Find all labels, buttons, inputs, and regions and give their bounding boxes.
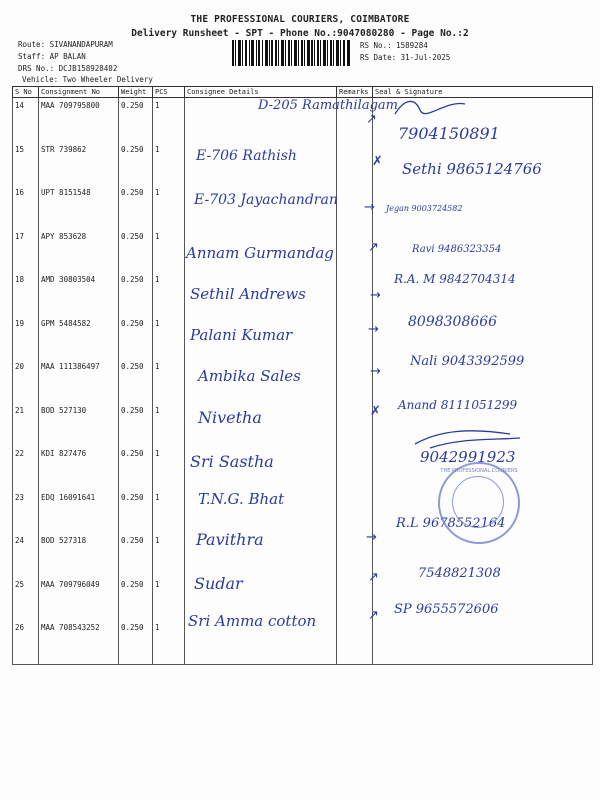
row-pcs: 1 (153, 577, 185, 621)
row-pcs: 1 (153, 533, 185, 577)
row-remarks (337, 403, 373, 447)
row-weight: 0.250 (119, 446, 153, 490)
row-remarks (337, 490, 373, 534)
signature-scribble (390, 96, 470, 120)
row-weight: 0.250 (119, 229, 153, 273)
col-sno-header: S No (13, 87, 39, 98)
handwritten-phone: R.L 9678552164 (396, 516, 506, 531)
row-sno: 14 (13, 98, 39, 142)
row-sno: 21 (13, 403, 39, 447)
handwritten-phone: R.A. M 9842704314 (394, 272, 516, 286)
rs-date: RS Date: 31-Jul-2025 (360, 53, 451, 62)
row-sno: 24 (13, 533, 39, 577)
row-consignment-no: AMD 30803504 (39, 272, 119, 316)
row-remarks (337, 359, 373, 403)
remark-cross-icon: ✗ (370, 404, 381, 419)
row-sno: 26 (13, 620, 39, 664)
row-weight: 0.250 (119, 142, 153, 186)
handwritten-phone: 7904150891 (398, 124, 500, 143)
row-pcs: 1 (153, 185, 185, 229)
handwritten-phone: Sethi 9865124766 (402, 160, 542, 178)
signature-scribble (410, 424, 530, 454)
col-consignee-header: Consignee Details (185, 87, 337, 98)
row-consignment-no: GPM 5484582 (39, 316, 119, 360)
remark-arrow-icon: → (370, 364, 381, 379)
route-label: Route: SIVANANDAPURAM (18, 40, 113, 49)
handwritten-phone: 7548821308 (418, 566, 501, 581)
handwritten-phone: 8098308666 (408, 314, 498, 330)
row-weight: 0.250 (119, 98, 153, 142)
handwritten-name: Sethil Andrews (190, 285, 306, 303)
row-consignment-no: MAA 111386497 (39, 359, 119, 403)
row-pcs: 1 (153, 316, 185, 360)
row-consignment-no: MAA 708543252 (39, 620, 119, 664)
row-sno: 17 (13, 229, 39, 273)
row-pcs: 1 (153, 620, 185, 664)
row-remarks (337, 620, 373, 664)
company-title: THE PROFESSIONAL COURIERS, COIMBATORE (190, 14, 410, 25)
row-pcs: 1 (153, 359, 185, 403)
row-sno: 23 (13, 490, 39, 534)
col-pcs-header: PCS (153, 87, 185, 98)
row-weight: 0.250 (119, 403, 153, 447)
table-row (13, 316, 593, 360)
row-remarks (337, 446, 373, 490)
remark-arrow-icon: → (366, 530, 377, 545)
staff-label: Staff: AP BALAN (18, 52, 86, 61)
row-weight: 0.250 (119, 620, 153, 664)
row-pcs: 1 (153, 272, 185, 316)
row-sno: 22 (13, 446, 39, 490)
col-signature-header: Seal & Signature (373, 87, 593, 98)
handwritten-name: Pavithra (196, 530, 264, 549)
handwritten-phone: SP 9655572606 (394, 602, 499, 617)
remark-tick-icon: ↗ (366, 112, 377, 127)
row-pcs: 1 (153, 142, 185, 186)
row-sno: 19 (13, 316, 39, 360)
company-seal-stamp (438, 462, 520, 544)
remark-arrow-icon: ↗ (368, 608, 379, 623)
row-consignment-no: KDI 827476 (39, 446, 119, 490)
row-consignment-no: STR 739862 (39, 142, 119, 186)
row-consignment-no: APY 853628 (39, 229, 119, 273)
row-pcs: 1 (153, 446, 185, 490)
row-remarks (337, 272, 373, 316)
row-remarks (337, 142, 373, 186)
row-sno: 18 (13, 272, 39, 316)
handwritten-name: Sri Amma cotton (188, 612, 317, 630)
row-sno: 15 (13, 142, 39, 186)
handwritten-name: T.N.G. Bhat (198, 490, 285, 508)
remark-arrow-icon: → (364, 200, 375, 215)
remark-arrow-icon: ↗ (368, 240, 379, 255)
runsheet-subtitle: Delivery Runsheet - SPT - Phone No.:9047080280 - Page No.:2 (131, 28, 469, 39)
row-weight: 0.250 (119, 577, 153, 621)
row-sno: 25 (13, 577, 39, 621)
stamp-text: THE PROFESSIONAL COURIERS (440, 468, 518, 474)
row-weight: 0.250 (119, 272, 153, 316)
row-consignment-no: UPT 8151548 (39, 185, 119, 229)
handwritten-name: E-703 Jayachandran (194, 192, 338, 208)
handwritten-name: E-706 Rathish (196, 148, 297, 164)
remark-arrow-icon: → (370, 288, 381, 303)
handwritten-phone: Anand 8111051299 (398, 398, 518, 412)
remark-cross-icon: ✗ (372, 154, 383, 169)
handwritten-phone: Ravi 9486323354 (412, 244, 502, 255)
row-consignment-no: EDQ 16091641 (39, 490, 119, 534)
row-weight: 0.250 (119, 359, 153, 403)
row-sno: 20 (13, 359, 39, 403)
remark-arrow-icon: → (368, 322, 379, 337)
vehicle-label: Vehicle: Two Wheeler Delivery (22, 75, 153, 84)
row-seal-signature (373, 620, 593, 664)
handwritten-phone: Nali 9043392599 (410, 354, 525, 369)
row-pcs: 1 (153, 229, 185, 273)
remark-arrow-icon: ↗ (368, 570, 379, 585)
row-weight: 0.250 (119, 533, 153, 577)
row-consignment-no: BOD 527318 (39, 533, 119, 577)
row-sno: 16 (13, 185, 39, 229)
handwritten-name: Sudar (194, 574, 243, 593)
row-weight: 0.250 (119, 490, 153, 534)
row-consignment-no: MAA 709795800 (39, 98, 119, 142)
col-consignment-header: Consignment No (39, 87, 119, 98)
handwritten-phone: 9042991923 (420, 448, 516, 466)
table-header-row (13, 87, 593, 98)
handwritten-name: Nivetha (198, 408, 262, 427)
row-pcs: 1 (153, 490, 185, 534)
handwritten-name: Annam Gurmandag (186, 244, 334, 262)
row-weight: 0.250 (119, 185, 153, 229)
drs-label: DRS No.: DCJB158928402 (18, 64, 118, 73)
row-weight: 0.250 (119, 316, 153, 360)
barcode-image (232, 40, 350, 66)
table-row (13, 533, 593, 577)
row-pcs: 1 (153, 403, 185, 447)
col-weight-header: Weight (119, 87, 153, 98)
col-remarks-header: Remarks (337, 87, 373, 98)
stamp-inner-ring (452, 476, 504, 528)
handwritten-name: Ambika Sales (198, 367, 301, 385)
handwritten-name: D-205 Ramathilagam (258, 98, 398, 113)
rs-number: RS No.: 1589284 (360, 41, 428, 50)
row-pcs: 1 (153, 98, 185, 142)
handwritten-name: Palani Kumar (190, 326, 293, 344)
handwritten-name: Sri Sastha (190, 452, 274, 471)
row-consignment-no: MAA 709796049 (39, 577, 119, 621)
row-consignment-no: BOD 527130 (39, 403, 119, 447)
handwritten-phone: Jegan 9003724582 (386, 204, 463, 213)
